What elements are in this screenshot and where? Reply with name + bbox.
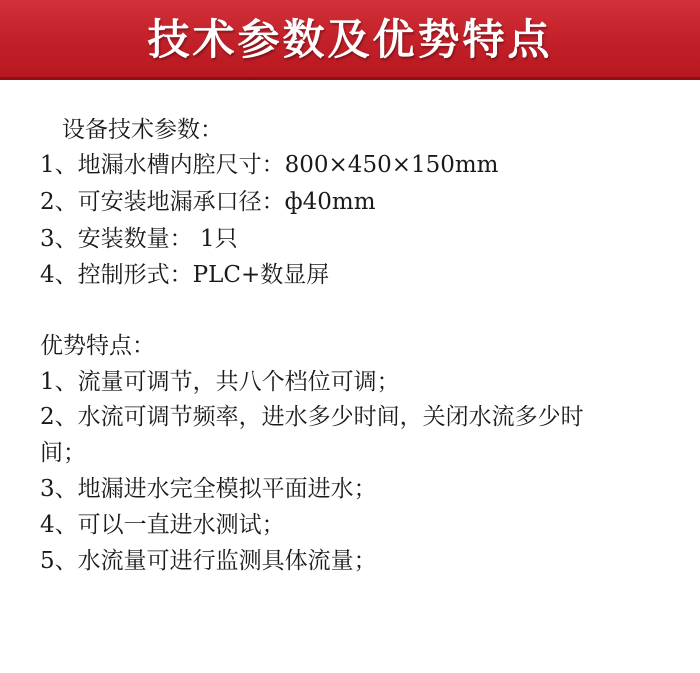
page-title: 技术参数及优势特点 — [147, 14, 553, 64]
spec-item: 3、安装数量： 1只 — [40, 226, 238, 252]
advantage-heading: 优势特点： — [40, 333, 155, 359]
advantage-item: 2、水流可调节频率，进水多少时间，关闭水流多少时 — [40, 404, 584, 430]
advantage-item: 1、流量可调节，共八个档位可调； — [40, 369, 400, 395]
advantage-item: 3、地漏进水完全模拟平面进水； — [40, 476, 377, 502]
spec-item: 4、控制形式：PLC+数显屏 — [40, 262, 330, 288]
spec-heading: 设备技术参数： — [62, 117, 223, 143]
title-banner — [0, 0, 700, 80]
advantage-item-continuation: 间； — [40, 440, 86, 466]
advantage-item: 4、可以一直进水测试； — [40, 512, 285, 538]
advantage-item: 5、水流量可进行监测具体流量； — [40, 548, 377, 574]
spec-item: 2、可安装地漏承口径：ф40mm — [40, 189, 376, 215]
spec-item: 1、地漏水槽内腔尺寸：800×450×150mm — [40, 152, 499, 178]
